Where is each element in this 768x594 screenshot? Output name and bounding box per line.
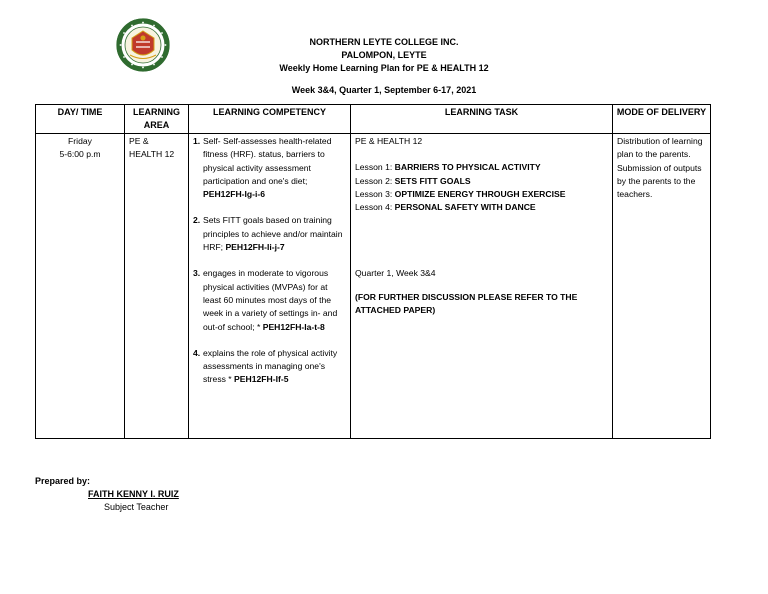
task-subject: PE & HEALTH 12 [355,136,423,146]
school-name: NORTHERN LEYTE COLLEGE INC. [309,37,459,47]
day: Friday [68,136,92,146]
lesson-prefix: Lesson 1: [355,162,395,173]
competency-number: 1. [193,136,201,146]
cell-learning-area: PE & HEALTH 12 [125,134,189,439]
table-header-row [36,105,711,134]
competency-code: PEH12FH-If-5 [234,374,289,385]
lesson-title: SETS FITT GOALS [394,175,471,186]
header-competency: LEARNING COMPETENCY [189,105,351,134]
lesson-title: BARRIERS TO PHYSICAL ACTIVITY [394,162,541,173]
list-item [355,188,608,201]
cell-day-time [36,134,125,439]
lesson-title: PERSONAL SAFETY WITH DANCE [394,202,536,213]
competency-code: PEH12FH-Ig-i-6 [203,189,266,200]
competency-text: explains the role of physical activity assessments in managing one's stress * [203,347,338,385]
competency-text: Self- Self-assesses health-related fitness (HRF). status, barriers to physical activity assessment participation and one's diet; [203,136,332,186]
competency-code: PEH12FH-Ii-j-7 [225,242,285,253]
list-item [193,267,346,333]
task-note: (FOR FURTHER DISCUSSION PLEASE REFER TO THE ATTACHED PAPER) [355,291,578,316]
lesson-prefix: Lesson 2: [355,175,395,186]
header-mode: MODE OF DELIVERY [613,105,711,134]
plan-title: Weekly Home Learning Plan for PE & HEALTH 12 [279,63,489,73]
prepared-by-label: Prepared by: [35,476,91,486]
quarter-week: Quarter 1, Week 3&4 [355,268,436,279]
school-location: PALOMPON, LEYTE [341,50,427,60]
teacher-name: FAITH KENNY I. RUIZ [88,489,179,499]
cell-competency [189,134,351,439]
header-task: LEARNING TASK [351,105,613,134]
learning-plan-table [35,104,711,439]
list-item [193,135,346,201]
list-item [355,175,608,188]
competency-code: PEH12FH-Ia-t-8 [262,321,325,332]
cell-task [351,134,613,439]
list-item [193,214,346,254]
lesson-prefix: Lesson 4: [355,202,395,213]
competency-number: 3. [193,268,201,279]
competency-text: engages in moderate to vigorous physical activities (MVPAs) for at least 60 minutes most days of the week in a variety of settings in- and out-of school; * [203,268,338,332]
competency-number: 4. [193,347,201,358]
table-row [36,134,711,439]
header-learning-area: LEARNING AREA [125,105,189,134]
competency-text: Sets FITT goals based on training principles to achieve and/or maintain HRF; [203,215,343,253]
competency-number: 2. [193,215,201,226]
list-item [355,161,608,174]
time: 5-6:00 p.m [59,149,101,160]
lesson-prefix: Lesson 3: [355,188,395,199]
header-day-time: DAY/ TIME [36,105,125,134]
competency-list [193,135,346,387]
lesson-title: OPTIMIZE ENERGY THROUGH EXERCISE [394,188,566,199]
list-item [355,201,608,214]
teacher-role: Subject Teacher [104,502,169,512]
cell-mode: Distribution of learning plan to the parents. Submission of outputs by the parents to the teachers. [613,134,711,439]
list-item [193,347,346,387]
week-line: Week 3&4, Quarter 1, September 6-17, 2021 [291,85,477,95]
